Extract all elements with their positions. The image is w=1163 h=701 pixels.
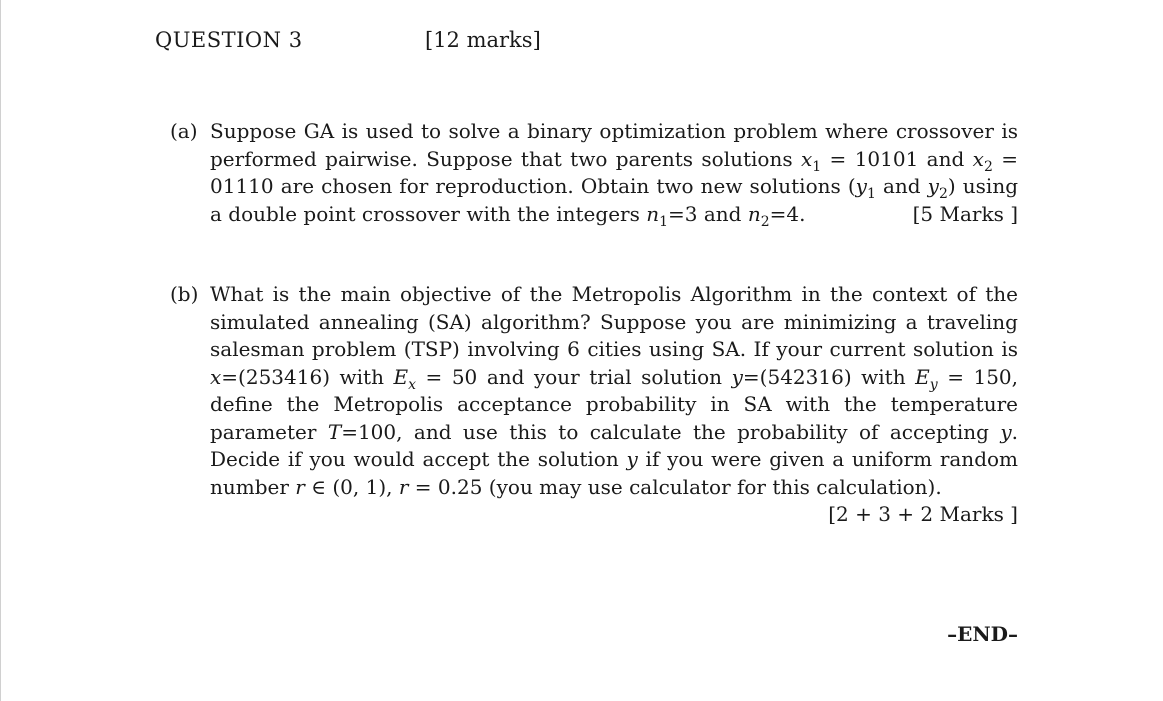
part-a-text: Suppose GA is used to solve a binary optimization problem where crossover is performed pairwise. Suppose that two parents solutions $x_1 = 10101$ and $x_2 = 01110$ are chosen for reproduction. Obtain two new solutions ($y_1$ and $y_2$) using a double point crossover with the integers $n_1=3$ and $n_2=4$. [5 Marks ] <box>210 119 1019 230</box>
part-b-marks: [2 + 3 + 2 Marks ] <box>828 502 1018 526</box>
page-edge <box>0 0 1 701</box>
part-b <box>170 281 1020 529</box>
part-a-label: (a) <box>170 119 198 143</box>
part-b-label: (b) <box>170 282 199 306</box>
question-marks: [12 marks] <box>425 28 541 52</box>
part-a-marks: [5 Marks ] <box>912 201 1018 226</box>
question-title: QUESTION 3 <box>155 28 303 52</box>
question-header <box>155 28 655 60</box>
part-a <box>170 118 1020 228</box>
part-b-text: What is the main objective of the Metropolis Algorithm in the context of the simulated annealing (SA) algorithm? Suppose you are minimizing a traveling salesman problem (TSP) involving 6 cities using SA. If your current solution is x=(253416) with $E_x = 50$ and your trial solution y=(542316) with $E_y = 150$, define the Metropolis acceptance probability in SA with the temperature parameter T=100, and use this to calculate the probability of accepting y. Decide if you would accept the solution y if you were given a uniform random number r ∈ (0, 1), r = 0.25 (you may use calculator for this calculation). [2 + 3 + 2 Marks ] <box>210 281 1018 501</box>
end-marker: –END– <box>947 622 1018 646</box>
